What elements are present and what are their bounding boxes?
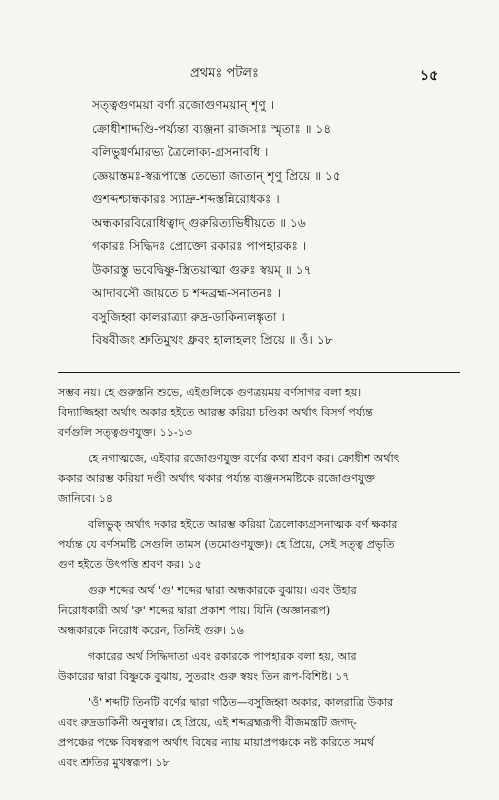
verse-line: গকারঃ সিদ্ধিদঃ প্রোক্তো রকারঃ পাপহারকঃ । (92, 239, 307, 253)
verse-line: উকারস্তু ভবেদ্বিষ্ণু-স্ত্রিতয়াত্মা গুরুঃ স্বয়ম্ ॥ ১৭ (92, 262, 312, 277)
commentary-line: সম্ভব নয়। হে গুরুস্তনি শুভে, এইগুলিকে গুণত্রয়ময় বর্ণসাগর বলা হয়। (58, 386, 362, 399)
verse-line: বসুজিহ্বা কালরাত্র্যা রুদ্র-ডাকিন্যলঙ্কৃতা । (92, 309, 285, 324)
verse-line: জ্ঞেয়াস্তমঃ-স্বরূপাস্তে তেভ্যো জাতান্ শৃণু প্রিয়ে ॥ ১৫ (92, 168, 341, 183)
commentary-line: গুরু শব্দের অর্থ 'গু' শব্দের দ্বারা অন্ধকারকে বুঝায়। এবং উহার (88, 584, 357, 597)
page-header (0, 64, 499, 84)
commentary-line: বিদ্যাজ্জিহ্বা অর্থাৎ অকার হইতে আরম্ভ করিয়া চণ্ডিকা অর্থাৎ বিসর্গ পর্য্যন্ত (58, 406, 373, 419)
verse-line: আদাবসৌ জায়তে চ শব্দব্রহ্ম-সনাতনঃ । (92, 286, 281, 300)
running-head: প্রথমঃ পটলঃ (190, 66, 259, 81)
commentary-line: জানিবে। ১৪ (58, 492, 113, 505)
commentary-paragraph (58, 581, 468, 641)
commentary-line: প্রপঞ্চের পক্ষে বিষস্বরূপ অর্থাৎ বিষের ন্যায় মায়াপ্রপঞ্চকে নষ্ট করিতে সমর্থ (58, 736, 375, 749)
commentary-line: এবং রুদ্রডাকিনী অনুস্বার। হে প্রিয়ে, এই শব্দব্রহ্মরূপী বীজমন্ত্রটি জগদ্- (58, 716, 358, 729)
verse-line: সত্ত্বগুণময়া বর্ণা রজোগুণময়ান্ শৃণু । (92, 98, 275, 112)
section-divider (58, 372, 460, 373)
commentary (58, 383, 468, 779)
commentary-line: অন্ধকারকে নিরোধ করেন, তিনিই গুরু। ১৬ (58, 624, 244, 637)
verse-line: বলিভুগ্বর্ণমারভ্য ত্রৈলোক্য-গ্রসনাবধি । (92, 145, 269, 159)
commentary-line: ককার আরম্ভ করিয়া দণ্ডী অর্থাৎ থকার পর্য্যন্ত ব্যঞ্জনসমষ্টিকে রজোগুণযুক্ত (58, 472, 375, 485)
commentary-paragraph (58, 647, 468, 687)
commentary-line: এবং শ্রুতির মুখস্বরূপ। ১৮ (58, 756, 170, 769)
commentary-line: বলিভুক্ অর্থাৎ দকার হইতে আরম্ভ করিয়া ত্রৈলোক্যগ্রসনাত্মক বর্ণ ক্ষকার (88, 518, 398, 531)
commentary-line: উকারের দ্বারা বিষ্ণুকে বুঝায়, সুতরাং গুরু স্বয়ং তিন রূপ-বিশিষ্ট। ১৭ (58, 670, 350, 683)
commentary-paragraph (58, 693, 468, 773)
commentary-line: পর্য্যন্ত যে বর্ণসমষ্টি সেগুলি তামস (তমোগুণযুক্ত)। হে প্রিয়ে, সেই সত্ত্ব প্রভৃতি (58, 538, 395, 551)
verse-line: অন্ধকারবিরোধিত্বাদ্ গুরুরিত্যভিধীয়তে ॥ ১৬ (92, 215, 306, 230)
verse-line: গুশব্দশ্চান্ধকারঃ স্যাদ্রু-শব্দস্তন্নিরোধকঃ । (92, 192, 280, 206)
sanskrit-verses (92, 94, 472, 353)
commentary-line: হে নগাত্মজে, এইবার রজোগুণযুক্ত বর্ণের কথা শ্রবণ কর। ক্রোধীশ অর্থাৎ (88, 452, 400, 465)
verse-line: ক্রোধীশাদ্দণ্ডি-পর্য্যন্তা ব্যঞ্জনা রাজসাঃ স্মৃতাঃ ॥ ১৪ (92, 121, 332, 136)
commentary-paragraph (58, 449, 468, 509)
commentary-line: নিরোধকারী অর্থ 'রু' শব্দের দ্বারা প্রকাশ পায়। যিনি (অজ্ঞানরূপ) (58, 604, 331, 617)
commentary-paragraph (58, 383, 468, 443)
commentary-paragraph (58, 515, 468, 575)
commentary-line: বর্ণগুলি সত্ত্বগুণযুক্ত। ১১-১৩ (58, 426, 192, 439)
commentary-line: গুণ হইতে উৎপত্তি শ্রবণ কর। ১৫ (58, 558, 202, 571)
verse-line: বিষবীজং শ্রুতিমুখং ধ্রুবং হালাহলং প্রিয়ে ॥ ওঁ। ১৮ (92, 333, 333, 347)
page-number: ১৫ (420, 68, 439, 84)
commentary-line: 'ওঁ' শব্দটি তিনটি বর্ণের দ্বারা গঠিত—বসুজিহ্বা অকার, কালরাত্রি উকার (88, 696, 394, 709)
commentary-line: গকারের অর্থ সিদ্ধিদাতা এবং রকারকে পাপহারক বলা হয়, আর (88, 650, 357, 663)
